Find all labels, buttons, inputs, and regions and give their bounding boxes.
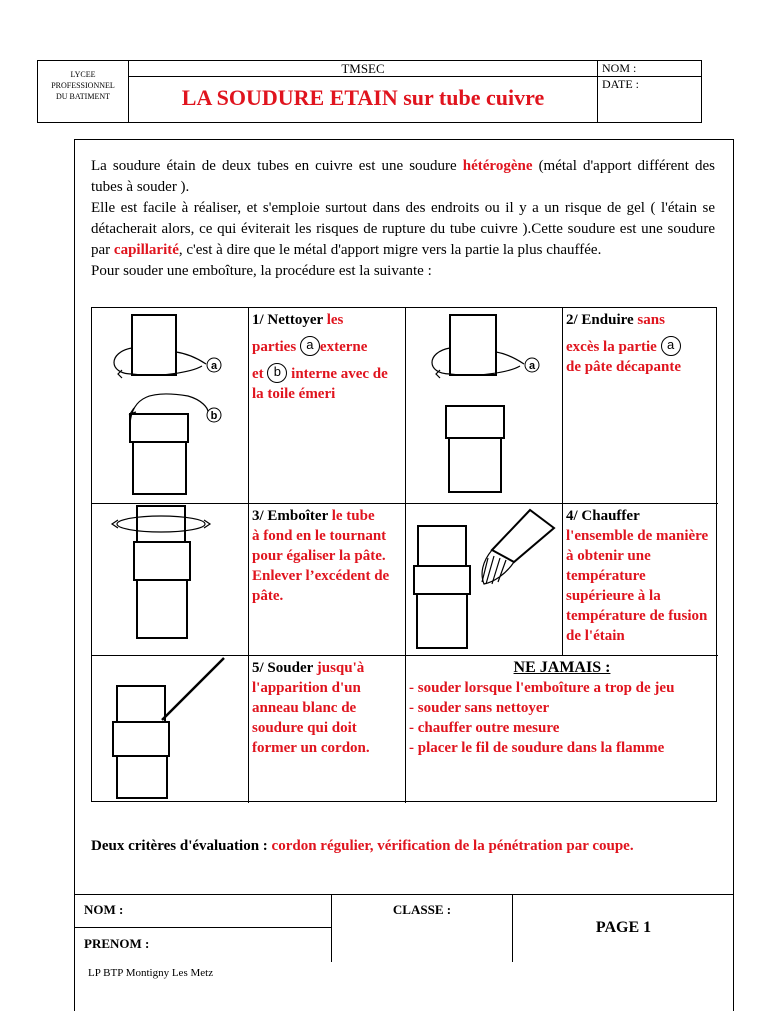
never-section xyxy=(406,656,718,803)
never-item: - souder lorsque l'emboîture a trop de jeu xyxy=(409,680,675,696)
header-fields xyxy=(598,60,702,123)
page-number: PAGE 1 xyxy=(595,919,652,936)
school-name: LYCEE PROFESSIONNEL DU BATIMENT xyxy=(37,60,129,123)
label-b: b xyxy=(210,410,218,422)
step1-text: 1/ Nettoyer les parties a externe et b interne avec de la toile émeri xyxy=(249,308,406,504)
never-item: - souder sans nettoyer xyxy=(409,700,550,716)
footer-school: LP BTP Montigny Les Metz xyxy=(88,967,214,979)
intro-paragraph-2: Elle est facile à réaliser, et s'emploie surtout dans des endroits ou il y a un risque de gel ( l'étain se détacherait alors, ce qui éviterait les risques de rupture du tube cuivre ).Cette soudure est une soudure par capillarité, c'est à dire que le métal d'apport migre vers la partie la plus chauffée. xyxy=(91,200,715,258)
label-a: a xyxy=(210,360,218,372)
marker-b-icon: b xyxy=(267,363,287,383)
course-code: TMSEC xyxy=(129,61,597,77)
step2-figure xyxy=(406,308,563,504)
procedure-grid xyxy=(91,307,717,802)
header-center xyxy=(129,60,598,123)
never-item: - chauffer outre mesure xyxy=(409,720,560,736)
never-title: NE JAMAIS : xyxy=(513,659,611,676)
step2-text: 2/ Enduire sans excès la partie a de pâte décapante xyxy=(563,308,718,504)
never-item: - placer le fil de soudure dans la flamme xyxy=(409,740,665,756)
label-a: a xyxy=(528,360,536,372)
page-title: LA SOUDURE ETAIN sur tube cuivre xyxy=(181,85,545,110)
intro-text xyxy=(91,156,715,282)
header-date-field: DATE : xyxy=(602,77,639,91)
footer-classe-field: CLASSE : xyxy=(332,894,513,962)
step3-text: 3/ Emboîter le tube à fond en le tournant pour égaliser la pâte. Enlever l’excédent de pâte. xyxy=(249,504,406,656)
footer-prenom-field: PRENOM : xyxy=(74,928,332,962)
intro-paragraph-1: La soudure étain de deux tubes en cuivre est une soudure hétérogène (métal d'apport différent des tubes à souder ). xyxy=(91,158,716,195)
evaluation-criteria: Deux critères d'évaluation : cordon régulier, vérification de la pénétration par coupe. xyxy=(91,838,634,854)
step4-text: 4/ Chauffer l'ensemble de manière à obtenir une température supérieure à la température de fusion de l'étain xyxy=(563,504,718,656)
step3-figure xyxy=(92,504,249,656)
step1-figure xyxy=(92,308,249,504)
step5-text: 5/ Souder jusqu'à l'apparition d'un anneau blanc de soudure qui doit former un cordon. xyxy=(249,656,406,803)
marker-a-icon: a xyxy=(300,336,320,356)
footer-table xyxy=(74,894,734,962)
intro-paragraph-3: Pour souder une emboîture, la procédure est la suivante : xyxy=(91,263,432,279)
step5-figure xyxy=(92,656,249,803)
footer-nom-field: NOM : xyxy=(74,894,332,928)
step4-figure xyxy=(406,504,563,656)
header-nom-field: NOM : xyxy=(598,61,701,77)
marker-a-icon: a xyxy=(661,336,681,356)
